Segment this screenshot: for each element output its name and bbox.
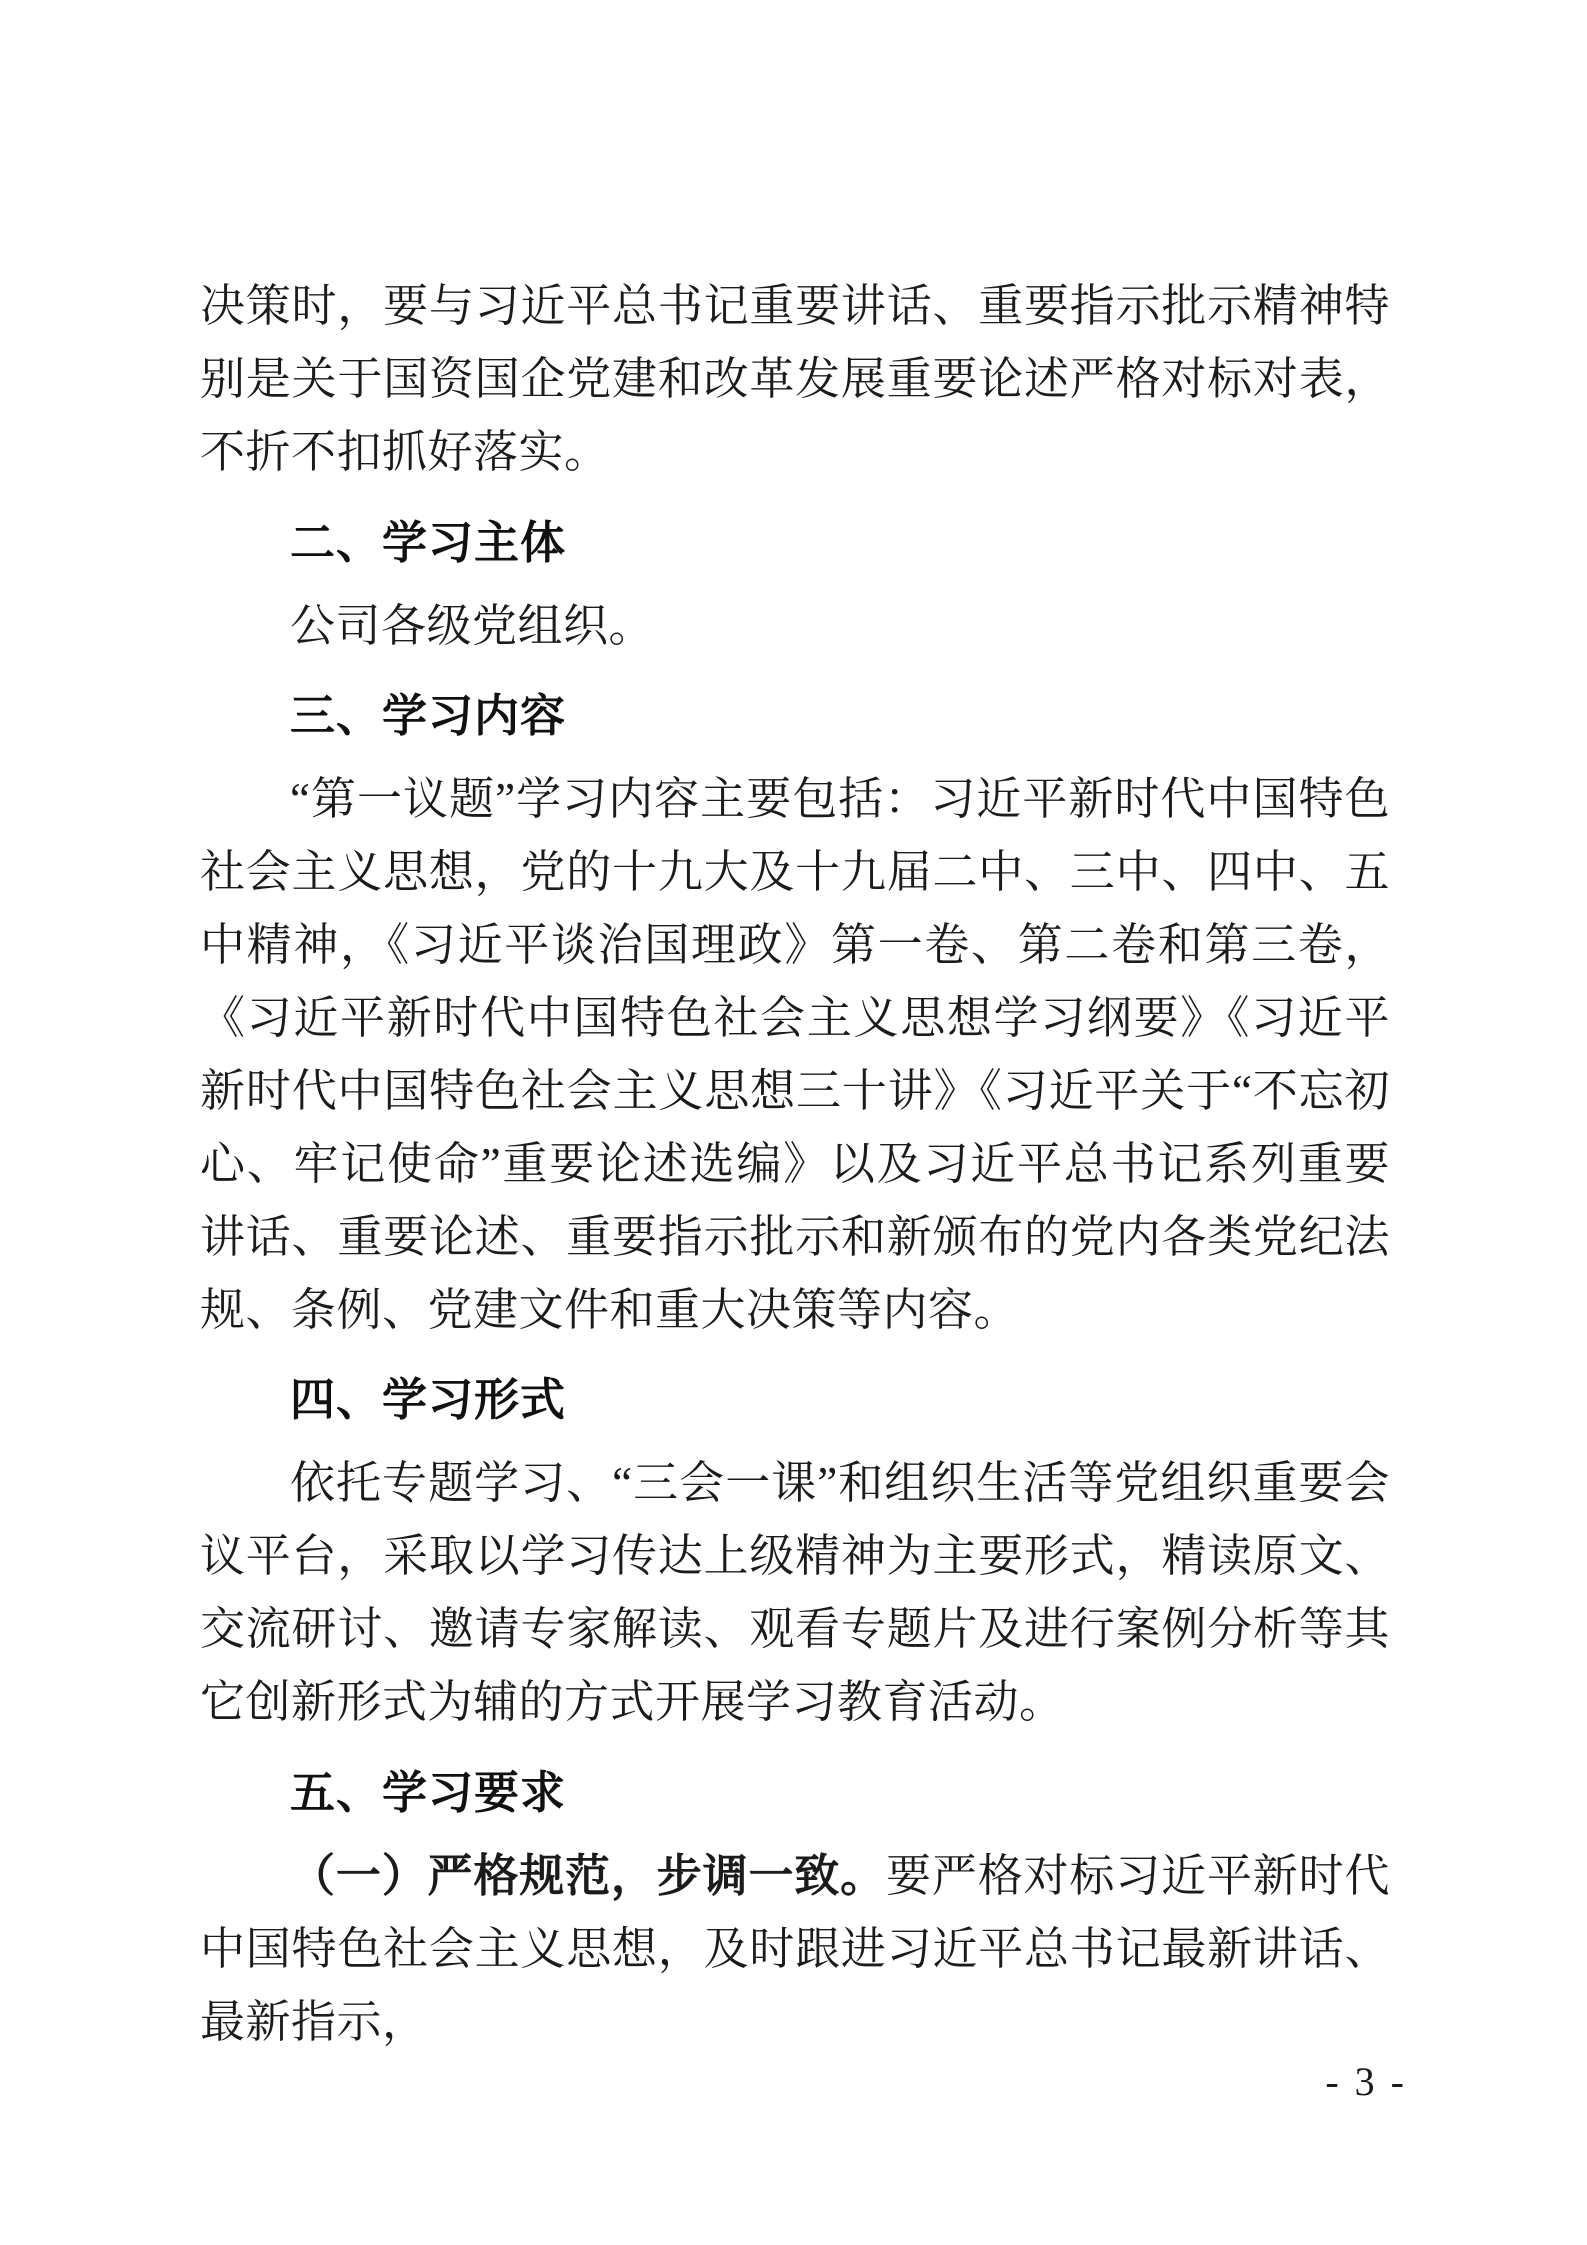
heading-study-requirements: 五、学习要求 — [290, 1767, 567, 1818]
heading-study-content: 三、学习内容 — [290, 691, 567, 742]
requirement-one-lead: （一）严格规范，步调一致。 — [290, 1850, 887, 1901]
requirement-one-rest: 要严格对标习近平新时代中国特色社会主义思想，及时跟进习近平总书记最新讲话、最新指示， — [200, 1850, 1390, 2047]
paragraph-study-form-body: 依托专题学习、“三会一课”和组织生活等党组织重要会议平台，采取以学习传达上级精神为主要形式，精读原文、交流研讨、邀请专家解读、观看专题片及进行案例分析等其它创新形式为辅的方式开展学习教育活动。 — [200, 1458, 1390, 1728]
paragraph-study-content-body: “第一议题”学习内容主要包括：习近平新时代中国特色社会主义思想，党的十九大及十九届二中、三中、四中、五中精神，《习近平谈治国理政》第一卷、第二卷和第三卷，《习近平新时代中国特色社会主义思想学习纲要》《习近平新时代中国特色社会主义思想三十讲》《习近平关于“不忘初心、牢记使命”重要论述选编》以及习近平总书记系列重要讲话、重要论述、重要指示批示和新颁布的党内各类党纪法规、条例、党建文件和重大决策等内容。 — [200, 774, 1390, 1335]
paragraph-requirement-one — [200, 1840, 1390, 2059]
heading-study-form: 四、学习形式 — [290, 1375, 567, 1426]
heading-study-subject: 二、学习主体 — [290, 517, 567, 568]
page-number: - 3 - — [1325, 2059, 1407, 2104]
paragraph-study-subject-body: 公司各级党组织。 — [290, 600, 655, 651]
document-body — [200, 270, 1390, 2064]
paragraph-decision-alignment: 决策时，要与习近平总书记重要讲话、重要指示批示精神特别是关于国资国企党建和改革发展重要论述严格对标对表，不折不扣抓好落实。 — [200, 281, 1390, 477]
